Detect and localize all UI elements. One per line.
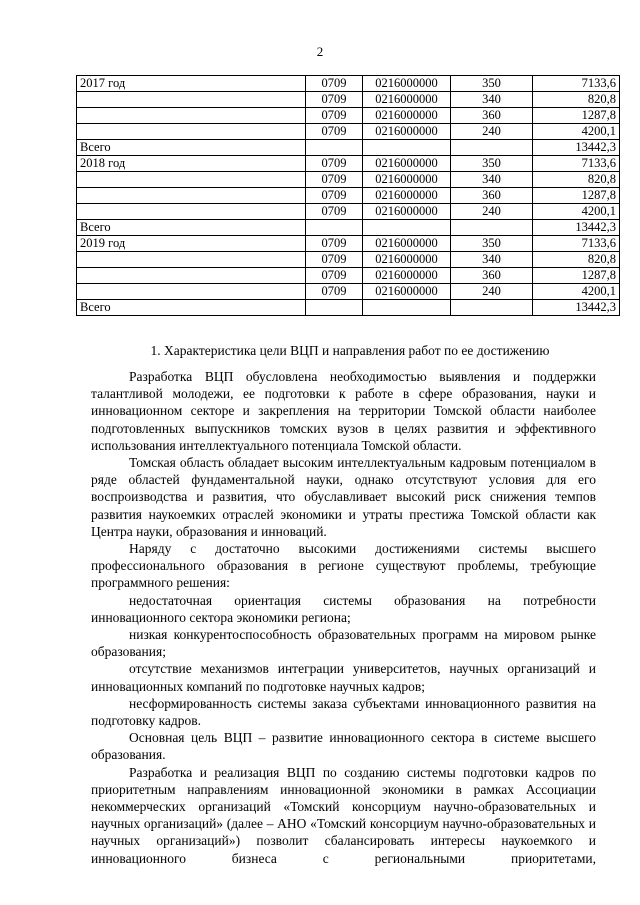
target-code-cell: 0216000000 [363,252,451,268]
expense-type-cell [451,140,533,156]
expense-type-cell: 340 [451,252,533,268]
paragraph: Разработка и реализация ВЦП по созданию системы подготовки кадров по приоритетным направлениям инновационной экономики в рамках Ассоциации некоммерческих организаций «Томский консорциум научно-образовательных и научных организаций» (далее – АНО «Томский консорциум научно-образовательных и научных организаций») позволит сбалансировать интересы наукоемкого и инновационного бизнеса с региональными приоритетами, [91,764,596,866]
paragraph: Основная цель ВЦП – развитие инновационного сектора в системе высшего образования. [91,730,596,763]
expense-type-cell: 240 [451,204,533,220]
row-label-cell [77,92,306,108]
amount-cell: 1287,8 [533,188,620,204]
target-code-cell: 0216000000 [363,156,451,172]
expense-type-cell: 350 [451,156,533,172]
section-cell: 0709 [306,76,363,92]
table-row [77,252,620,268]
target-code-cell [363,140,451,156]
list-item: недостаточная ориентация системы образования на потребности инновационного сектора экономики региона; [91,592,596,625]
paragraph: Томская область обладает высоким интеллектуальным кадровым потенциалом в ряде областей фундаментальной науки, однако отсутствуют условия для его воспроизводства и развития, что обуславливает высокий риск снижения темпов развития наукоемких отраслей экономики и утраты престижа Томской области как Центра науки, образования и инноваций. [91,455,596,539]
amount-cell: 4200,1 [533,124,620,140]
expense-type-cell: 360 [451,188,533,204]
amount-cell: 13442,3 [533,220,620,236]
section-cell: 0709 [306,284,363,300]
target-code-cell: 0216000000 [363,108,451,124]
section-cell [306,300,363,316]
paragraph: Разработка ВЦП обусловлена необходимостью выявления и поддержки талантливой молодежи, ее подготовки к работе в сфере образования, науки и инновационном секторе и закрепления на территории Томской области наиболее подготовленных выпускников томских вузов в целях развития и эффективного использования интеллектуального потенциала Томской области. [91,369,596,453]
table-row [77,140,620,156]
row-label-cell: 2018 год [77,156,306,172]
row-label-cell [77,108,306,124]
target-code-cell: 0216000000 [363,92,451,108]
table-row [77,284,620,300]
row-label-cell [77,204,306,220]
section-cell: 0709 [306,156,363,172]
table-row [77,172,620,188]
expense-type-cell: 340 [451,92,533,108]
target-code-cell: 0216000000 [363,268,451,284]
amount-cell: 13442,3 [533,300,620,316]
section-heading: 1. Характеристика цели ВЦП и направления работ по ее достижению [150,343,550,358]
amount-cell: 1287,8 [533,108,620,124]
target-code-cell [363,300,451,316]
row-label-cell [77,188,306,204]
section-cell: 0709 [306,268,363,284]
table-row [77,108,620,124]
amount-cell: 7133,6 [533,76,620,92]
row-label-cell: 2019 год [77,236,306,252]
expense-type-cell: 360 [451,268,533,284]
section-cell: 0709 [306,204,363,220]
section-cell: 0709 [306,92,363,108]
section-cell: 0709 [306,172,363,188]
expense-type-cell: 240 [451,284,533,300]
target-code-cell: 0216000000 [363,188,451,204]
list-item: низкая конкурентоспособность образовательных программ на мировом рынке образования; [91,627,596,660]
table-row [77,76,620,92]
table-row [77,236,620,252]
list-item: несформированность системы заказа субъектами инновационного развития на подготовку кадров. [91,695,596,729]
section-cell: 0709 [306,108,363,124]
table-row [77,92,620,108]
target-code-cell: 0216000000 [363,284,451,300]
table-row [77,156,620,172]
amount-cell: 13442,3 [533,140,620,156]
expense-type-cell [451,220,533,236]
row-label-cell [77,284,306,300]
target-code-cell: 0216000000 [363,76,451,92]
table-row [77,204,620,220]
amount-cell: 7133,6 [533,156,620,172]
section-cell: 0709 [306,188,363,204]
body-text [91,368,596,867]
target-code-cell: 0216000000 [363,172,451,188]
expense-type-cell [451,300,533,316]
target-code-cell: 0216000000 [363,124,451,140]
amount-cell: 1287,8 [533,268,620,284]
expense-type-cell: 240 [451,124,533,140]
expense-type-cell: 350 [451,236,533,252]
amount-cell: 820,8 [533,172,620,188]
row-label-cell: Всего [77,140,306,156]
row-label-cell [77,124,306,140]
amount-cell: 4200,1 [533,284,620,300]
expense-type-cell: 340 [451,172,533,188]
target-code-cell: 0216000000 [363,236,451,252]
amount-cell: 4200,1 [533,204,620,220]
expense-type-cell: 350 [451,76,533,92]
table-row [77,188,620,204]
section-cell: 0709 [306,252,363,268]
table-row [77,124,620,140]
table-row [77,268,620,284]
section-cell: 0709 [306,124,363,140]
section-cell [306,220,363,236]
row-label-cell [77,252,306,268]
table-row [77,300,620,316]
section-cell: 0709 [306,236,363,252]
expense-type-cell: 360 [451,108,533,124]
amount-cell: 7133,6 [533,236,620,252]
budget-table [76,75,620,316]
target-code-cell: 0216000000 [363,204,451,220]
page-number: 2 [316,44,324,59]
section-cell [306,140,363,156]
row-label-cell [77,268,306,284]
amount-cell: 820,8 [533,92,620,108]
table-row [77,220,620,236]
row-label-cell [77,172,306,188]
amount-cell: 820,8 [533,252,620,268]
target-code-cell [363,220,451,236]
list-item: отсутствие механизмов интеграции университетов, научных организаций и инновационных компаний по подготовке научных кадров; [91,661,596,694]
row-label-cell: Всего [77,300,306,316]
row-label-cell: Всего [77,220,306,236]
row-label-cell: 2017 год [77,76,306,92]
paragraph: Наряду с достаточно высокими достижениями системы высшего профессионального образования в регионе существуют проблемы, требующие программного решения: [91,541,596,591]
